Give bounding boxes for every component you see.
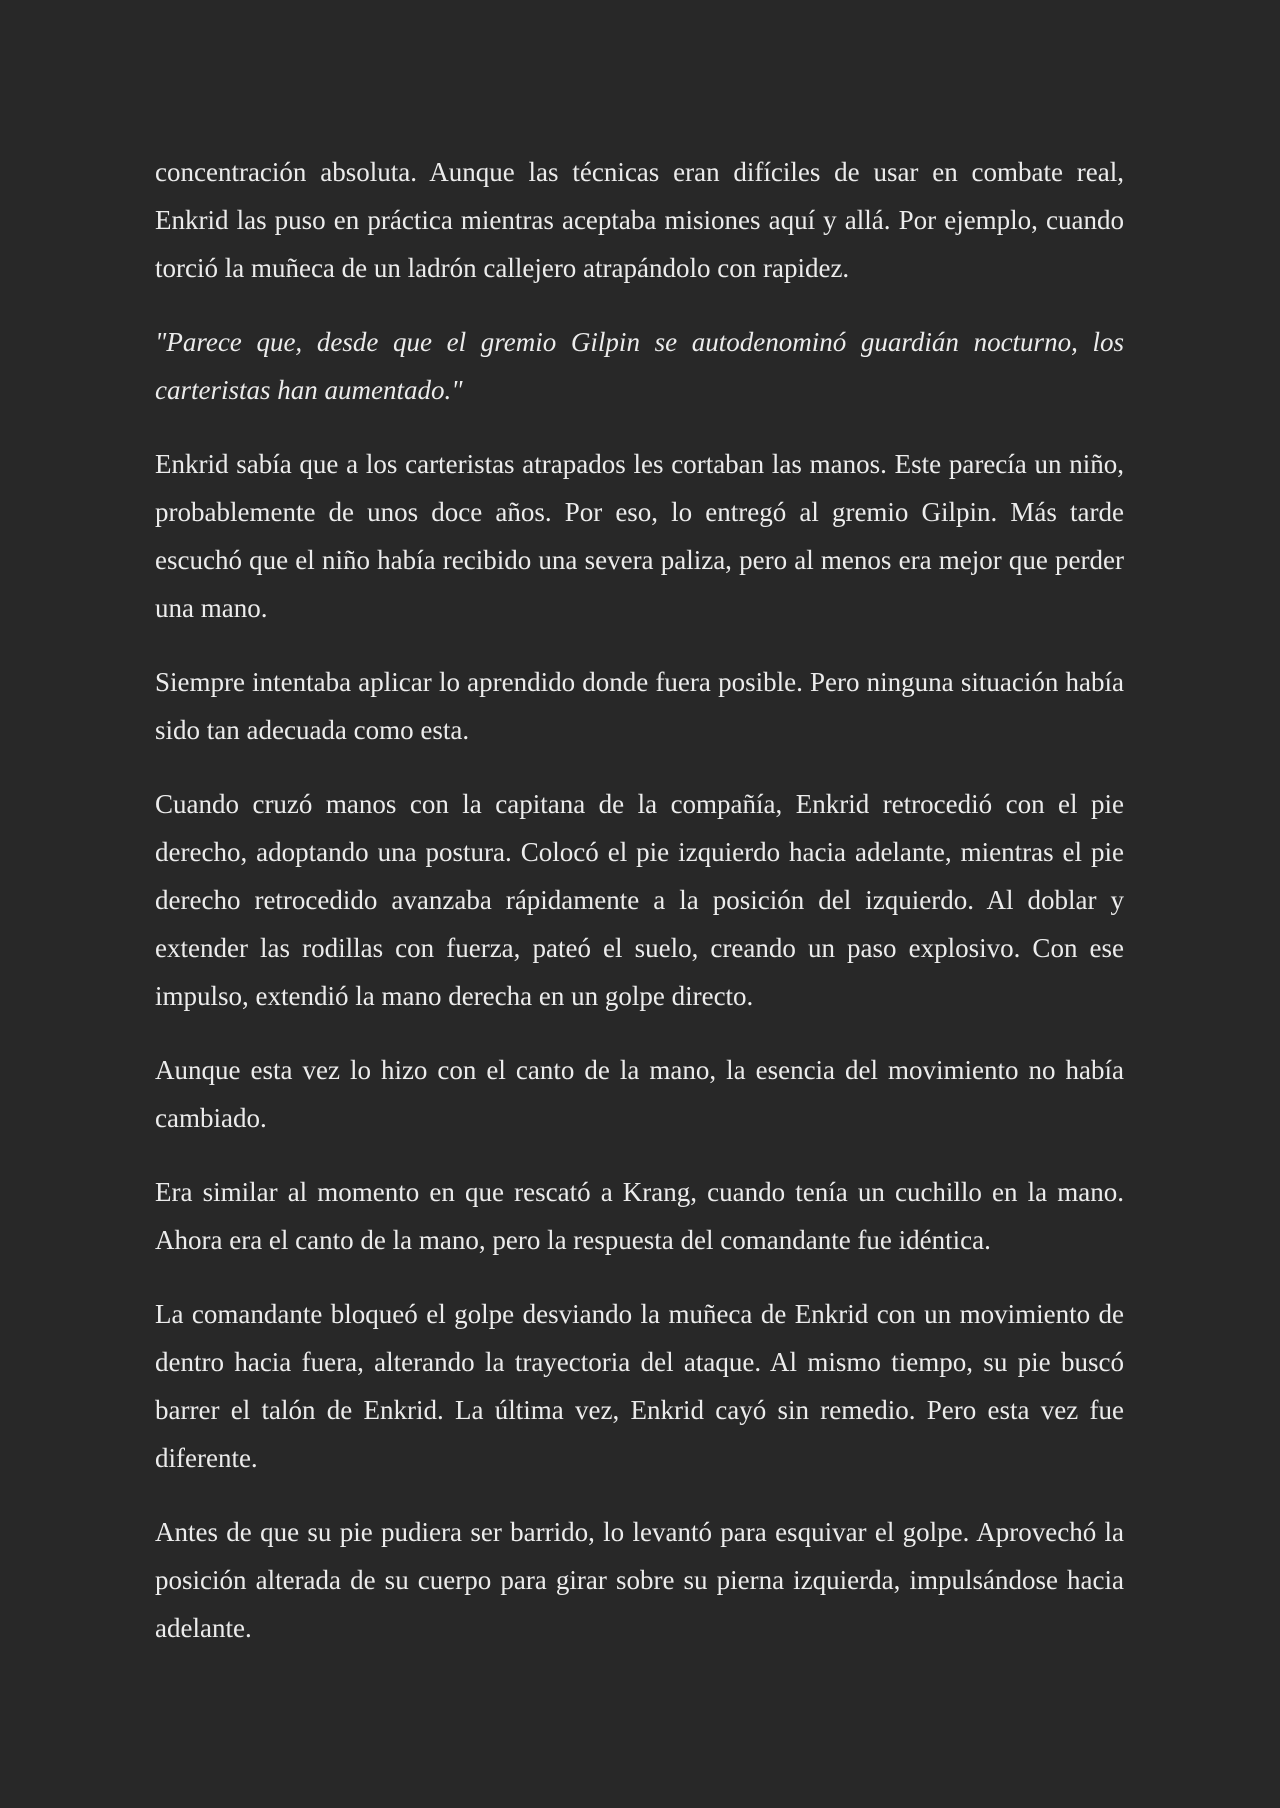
paragraph-5: Cuando cruzó manos con la capitana de la compañía, Enkrid retrocedió con el pie derecho, adoptando una postura. Colocó el pie izquierdo hacia adelante, mientras el pie derecho retrocedido avanzaba rápidamente a la posición del izquierdo. Al doblar y extender las rodillas con fuerza, pateó el suelo, creando un paso explosivo. Con ese impulso, extendió la mano derecha en un golpe directo. <box>155 789 1124 1011</box>
paragraph-3: Enkrid sabía que a los carteristas atrapados les cortaban las manos. Este parecía un niño, probablemente de unos doce años. Por eso, lo entregó al gremio Gilpin. Más tarde escuchó que el niño había recibido una severa paliza, pero al menos era mejor que perder una mano. <box>155 449 1124 623</box>
chapter-text <box>155 148 1124 1678</box>
paragraph-6: Aunque esta vez lo hizo con el canto de la mano, la esencia del movimiento no había cambiado. <box>155 1055 1124 1133</box>
paragraph-7: Era similar al momento en que rescató a Krang, cuando tenía un cuchillo en la mano. Ahora era el canto de la mano, pero la respuesta del comandante fue idéntica. <box>155 1177 1124 1255</box>
paragraph-8: La comandante bloqueó el golpe desviando la muñeca de Enkrid con un movimiento de dentro hacia fuera, alterando la trayectoria del ataque. Al mismo tiempo, su pie buscó barrer el talón de Enkrid. La última vez, Enkrid cayó sin remedio. Pero esta vez fue diferente. <box>155 1299 1124 1473</box>
paragraph-4: Siempre intentaba aplicar lo aprendido donde fuera posible. Pero ninguna situación había sido tan adecuada como esta. <box>155 667 1124 745</box>
paragraph-1: concentración absoluta. Aunque las técnicas eran difíciles de usar en combate real, Enkrid las puso en práctica mientras aceptaba misiones aquí y allá. Por ejemplo, cuando torció la muñeca de un ladrón callejero atrapándolo con rapidez. <box>155 157 1124 283</box>
paragraph-9: Antes de que su pie pudiera ser barrido, lo levantó para esquivar el golpe. Aprovechó la posición alterada de su cuerpo para girar sobre su pierna izquierda, impulsándose hacia adelante. <box>155 1517 1124 1643</box>
dialogue-paragraph: "Parece que, desde que el gremio Gilpin se autodenominó guardián nocturno, los carteristas han aumentado." <box>155 327 1124 405</box>
